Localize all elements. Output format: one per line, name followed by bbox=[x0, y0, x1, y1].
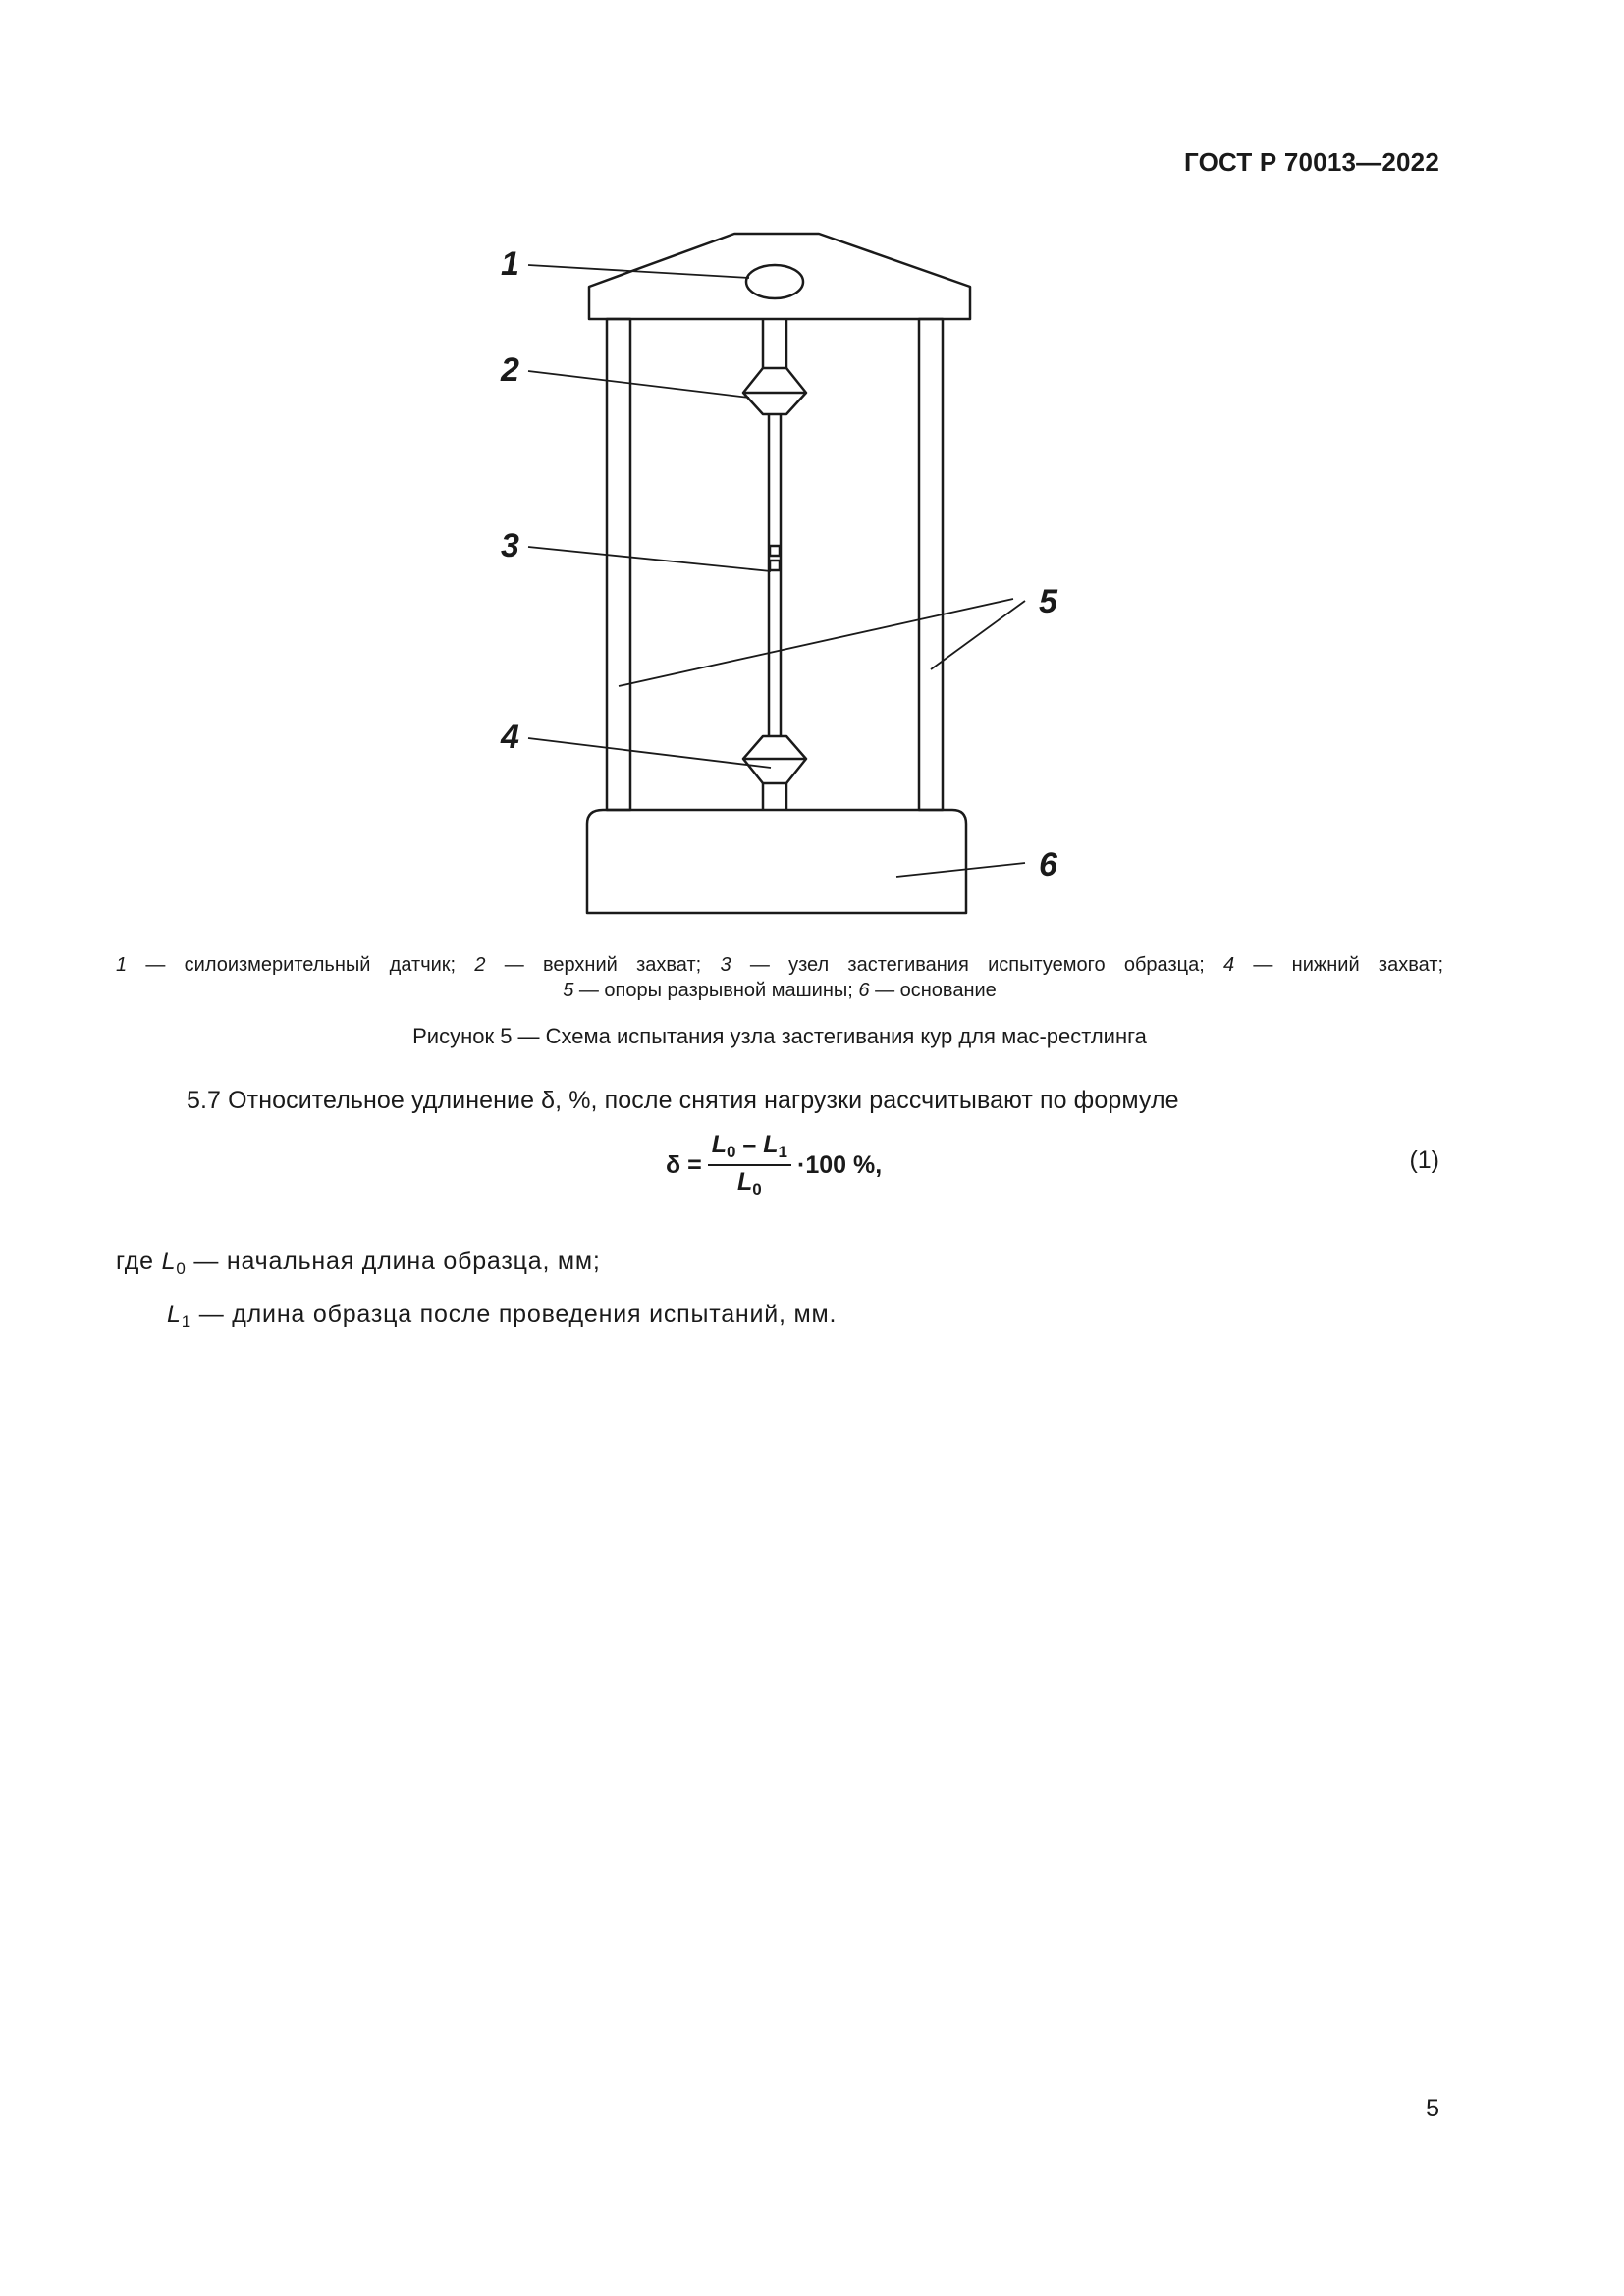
definition-row bbox=[116, 1292, 837, 1345]
legend-number: 5 bbox=[563, 980, 574, 1001]
legend-number: 1 bbox=[116, 954, 128, 976]
formula-operator: – bbox=[735, 1131, 764, 1158]
leader-4 bbox=[528, 738, 771, 768]
formula-subscript: 0 bbox=[752, 1180, 762, 1199]
top-housing bbox=[589, 234, 970, 319]
callout-5: 5 bbox=[1039, 583, 1057, 620]
callout-4: 4 bbox=[501, 719, 519, 756]
where-prefix: где bbox=[116, 1248, 162, 1275]
callout-3: 3 bbox=[501, 527, 519, 564]
test-scheme-diagram bbox=[471, 206, 1100, 952]
legend-text: — узел застегивания испытуемого образца; bbox=[731, 954, 1224, 976]
leader-5a bbox=[619, 599, 1013, 686]
formula-symbol: L bbox=[763, 1131, 779, 1158]
callout-2: 2 bbox=[501, 351, 519, 389]
legend-number: 2 bbox=[474, 954, 486, 976]
leader-6 bbox=[896, 863, 1025, 877]
legend-text: — силоизмерительный датчик; bbox=[127, 954, 475, 976]
upper-grip bbox=[743, 368, 806, 414]
legend-text: — опоры разрывной машины; bbox=[573, 980, 859, 1001]
legend-number: 3 bbox=[720, 954, 731, 976]
formula-numerator bbox=[708, 1131, 791, 1166]
machine-base bbox=[587, 810, 966, 913]
variable-symbol: L bbox=[167, 1301, 182, 1328]
legend-line-2 bbox=[116, 978, 1443, 1003]
legend-line-1 bbox=[116, 952, 1443, 978]
test-scheme-figure bbox=[471, 206, 1100, 952]
definition-row bbox=[116, 1239, 837, 1292]
figure-caption: Рисунок 5 — Схема испытания узла застегивания кур для мас-рестлинга bbox=[412, 1024, 1147, 1048]
formula-fraction bbox=[708, 1131, 791, 1200]
variable-subscript: 0 bbox=[176, 1259, 187, 1278]
leader-1 bbox=[528, 265, 749, 278]
fastening-unit-bottom bbox=[770, 561, 780, 570]
variable-subscript: 1 bbox=[181, 1312, 191, 1331]
leader-5b bbox=[931, 601, 1025, 669]
variable-description: — начальная длина образца, мм; bbox=[186, 1248, 601, 1275]
legend-text: — основание bbox=[869, 980, 997, 1001]
variable-definitions bbox=[116, 1239, 837, 1345]
elongation-formula bbox=[666, 1126, 882, 1204]
legend-text: — верхний захват; bbox=[485, 954, 721, 976]
right-support bbox=[919, 319, 943, 810]
leader-3 bbox=[528, 547, 771, 571]
equation-number: (1) bbox=[1409, 1147, 1439, 1174]
legend-text: — нижний захват; bbox=[1234, 954, 1444, 976]
variable-symbol: L bbox=[161, 1248, 177, 1275]
legend-number: 4 bbox=[1223, 954, 1235, 976]
leader-2 bbox=[528, 371, 749, 398]
formula-symbol: L bbox=[711, 1131, 727, 1158]
formula-denominator bbox=[737, 1166, 762, 1200]
left-support bbox=[607, 319, 630, 810]
variable-description: — длина образца после проведения испытаний, мм. bbox=[190, 1301, 838, 1328]
legend-number: 6 bbox=[858, 980, 870, 1001]
page-number: 5 bbox=[1426, 2095, 1439, 2122]
section-paragraph: 5.7 Относительное удлинение δ, %, после снятия нагрузки рассчитывают по формуле bbox=[187, 1087, 1179, 1114]
formula-symbol: L bbox=[736, 1168, 753, 1196]
load-cell-sensor bbox=[746, 265, 803, 298]
formula-subscript: 1 bbox=[778, 1143, 788, 1161]
formula-lhs: δ = bbox=[666, 1150, 702, 1179]
figure-legend bbox=[116, 952, 1443, 1003]
callout-6: 6 bbox=[1039, 846, 1057, 883]
formula-tail: ·100 %, bbox=[797, 1150, 883, 1179]
callout-1: 1 bbox=[501, 245, 519, 283]
document-header: ГОСТ Р 70013—2022 bbox=[1184, 147, 1439, 177]
fastening-unit-top bbox=[770, 546, 780, 556]
formula-subscript: 0 bbox=[727, 1143, 736, 1161]
